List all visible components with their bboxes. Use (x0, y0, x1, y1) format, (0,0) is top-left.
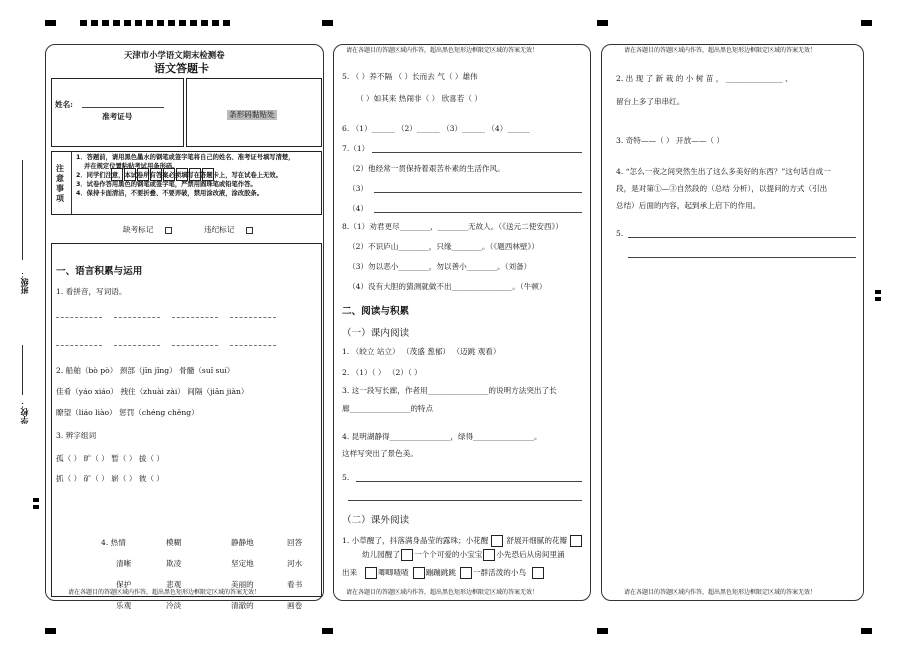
timing-mark (102, 20, 109, 26)
in-class-reading-title: （一）课内阅读 (342, 328, 410, 339)
q8-3[interactable]: （3）勿以恶小________，勿以善小________。（刘备） (348, 262, 532, 271)
q7-3: （3） (348, 184, 369, 193)
timing-mark (190, 20, 197, 26)
timing-mark (179, 20, 186, 26)
registration-mark (322, 20, 333, 26)
q4-word: 保护 (116, 580, 132, 589)
timing-mark (91, 20, 98, 26)
q7-3-answer[interactable] (374, 192, 582, 193)
q7-1-answer[interactable] (372, 152, 582, 153)
notice-3: 3．试卷作答用黑色的钢笔或签字笔，严禁用圆珠笔或铅笔作答。 (76, 181, 257, 188)
registration-mark (597, 628, 608, 634)
timing-mark (146, 20, 153, 26)
timing-mark (201, 20, 208, 26)
notice-2: 2．同学们注意，本试卷所有答案必须填写在答题卡上，写在试卷上无效。 (76, 172, 282, 179)
q2-line3: 瞭望（liáo liào） 惩罚（chéng chěng） (56, 408, 199, 417)
class-label: 班级： (19, 270, 29, 294)
pinyin-answer[interactable] (230, 317, 276, 318)
reading-q5: 5. (342, 473, 350, 482)
extra-q1-line1 (342, 535, 582, 547)
absent-mark (123, 226, 172, 234)
q8-1[interactable]: 8.（1）劝君更尽________，________无故人。（《送元二使安西》） (342, 222, 563, 231)
q4-word: 4. 热情 (101, 538, 126, 547)
q4-word: 模糊 (166, 538, 182, 547)
punct-box[interactable] (365, 567, 377, 579)
registration-mark (45, 20, 56, 26)
class-line (22, 160, 23, 260)
middle-panel (333, 44, 591, 601)
right-q4b[interactable]: 段，是对第①—③自然段的（总结 分析），以提问的方式（引出 (616, 184, 828, 193)
reading-q5-answer[interactable] (356, 481, 582, 482)
right-q4c: 总结）后面的内容，起到承上启下的作用。 (616, 201, 761, 210)
name-label: 姓名: (55, 100, 73, 109)
extra-q1-text-b: 舒展开细腻的花瓣 (506, 536, 568, 545)
notice-bar-bottom-left: 请在各题目的答题区域内作答，超出黑色矩形边框限定区域的答案无效！ (68, 589, 261, 596)
notice-bar-top: 请在各题目的答题区域内作答，超出黑色矩形边框限定区域的答案无效！ (346, 47, 539, 54)
q1-label: 1. 看拼音，写词语。 (56, 287, 127, 296)
section2-title: 二、阅读与积累 (342, 306, 410, 317)
extra-q1-text: 1. 小草醒了，抖落满身晶莹的露珠；小花醒 (342, 536, 489, 545)
right-panel (601, 44, 864, 601)
notice-1b: 并在规定位置粘贴考试用条形码。 (84, 163, 179, 170)
school-line (22, 345, 23, 395)
school-title: 天津市小学语文期末检测卷 (124, 50, 225, 60)
pinyin-answer[interactable] (56, 345, 102, 346)
extra-q1-line3 (342, 567, 544, 579)
side-mark (875, 297, 881, 301)
extra-q1-text-h: 蹦蹦跳跳 (425, 568, 456, 577)
right-q5-answer[interactable] (628, 257, 856, 258)
punct-box[interactable] (532, 567, 544, 579)
q7-4-answer[interactable] (374, 212, 582, 213)
violation-label: 违纪标记 (204, 225, 235, 234)
notice-bar-bottom-right: 请在各题目的答题区域内作答，超出黑色矩形边框限定区域的答案无效！ (624, 589, 817, 596)
q4-word: 乐观 (116, 601, 132, 610)
q3-row1[interactable]: 孤（ ） 旷（ ） 暂（ ） 拔（ ） (56, 454, 165, 463)
q4-word: 清晰 (116, 559, 132, 568)
registration-mark (861, 20, 872, 26)
notice-4: 4．保持卡面清洁，不要折叠、不要弄破，禁用涂改液，涂改胶条。 (76, 190, 263, 197)
right-q5-answer[interactable] (628, 237, 856, 238)
q7-2: （2）他经常一贯保持着艰苦朴素的生活作风。 (348, 164, 505, 173)
registration-mark (322, 628, 333, 634)
extra-q1-text-d: 一个个可爱的小宝宝 (413, 550, 483, 559)
reading-q5-answer[interactable] (348, 500, 582, 501)
right-q4a: 4. “怎么一夜之间突然生出了这么多美好的东西？”这句话自成一 (616, 167, 831, 176)
q4-word: 美丽的 (231, 580, 254, 589)
right-q2b: 留台上多了串串红。 (616, 97, 685, 106)
q4-word: 河水 (287, 559, 303, 568)
timing-mark (113, 20, 120, 26)
q3-label: 3. 辨字组词 (56, 431, 97, 440)
q4-word: 回答 (287, 538, 303, 547)
timing-mark (212, 20, 219, 26)
pinyin-answer[interactable] (56, 317, 102, 318)
q2-line2: 佳肴（yáo xiáo） 拽住（zhuài zài） 间隔（jiān jiàn） (56, 387, 249, 396)
section1-title: 一、语言积累与运用 (56, 266, 143, 277)
timing-mark (223, 20, 230, 26)
barcode-label: 条形码黏贴处 (229, 110, 275, 119)
timing-mark (80, 20, 87, 26)
q7-4: （4） (348, 204, 369, 213)
extracurricular-reading-title: （二）课外阅读 (342, 515, 410, 526)
q2-line1: 2. 船舶（bò pò） 颈部（jīn jǐng） 骨髓（suǐ suí） (56, 366, 235, 375)
q4-word: 清澈的 (231, 601, 254, 610)
q7-1: 7.（1） (342, 144, 370, 153)
registration-mark (597, 20, 608, 26)
timing-mark (135, 20, 142, 26)
timing-mark (168, 20, 175, 26)
extra-q1-text-f: 出来 (342, 568, 358, 577)
notice-bar-bottom: 请在各题目的答题区域内作答，超出黑色矩形边框限定区域的答案无效！ (346, 589, 539, 596)
q4-word: 看书 (287, 580, 303, 589)
q6-line[interactable]: 6. （1）______ （2）______ （3）______ （4）______ (342, 124, 531, 133)
right-q5: 5. (616, 229, 624, 238)
notice-bar-top-right: 请在各题目的答题区域内作答，超出黑色矩形边框限定区域的答案无效！ (624, 47, 817, 54)
card-title: 语文答题卡 (154, 62, 209, 75)
pinyin-answer[interactable] (114, 317, 160, 318)
punct-box[interactable] (413, 567, 425, 579)
timing-mark (124, 20, 131, 26)
reading-q1[interactable]: 1. （皎立 站立） （茂盛 葱郁） （迈跳 观看） (342, 347, 501, 356)
q8-4[interactable]: （4）没有大胆的猜测就做不出________________。（牛顿） (348, 282, 547, 291)
side-mark (33, 505, 39, 509)
punct-box[interactable] (401, 549, 413, 561)
punct-box[interactable] (483, 549, 495, 561)
notice-divider (71, 152, 72, 214)
reading-q4b: 这样写突出了景色美。 (342, 449, 418, 458)
punct-box[interactable] (491, 535, 503, 547)
q5-line1: 5. （ ）养不隔 （ ）长而去 气（ ）雄伟 (342, 72, 478, 81)
reading-q3b[interactable]: 廊________________的特点 (342, 404, 434, 413)
q5-line2: （ ）如其来 热闹非（ ） 欣喜若（ ） (356, 94, 482, 103)
violation-checkbox[interactable] (246, 227, 253, 234)
reading-q3a[interactable]: 3. 这一段写长廊，作者用________________的说明方法突出了长 (342, 386, 557, 395)
reading-q2[interactable]: 2. （1）（ ） （2）（ ） (342, 368, 422, 377)
q4-word: 坚定地 (231, 559, 254, 568)
reading-q4a[interactable]: 4. 昆明湖静得________________，绿得________________。 (342, 432, 542, 441)
notice-label: 注意事项 (56, 163, 64, 203)
name-field[interactable] (82, 107, 164, 108)
q4-word: 静静地 (231, 538, 254, 547)
notice-1: 1．答题前，请用黑色墨水的钢笔或签字笔将自己的姓名、准考证号填写清楚， (76, 154, 295, 161)
q3-row2[interactable]: 抓（ ） 矿（ ） 崭（ ） 彼（ ） (56, 474, 165, 483)
pinyin-answer[interactable] (172, 345, 218, 346)
extra-q1-text-e: 小先恐后从房间里涌 (496, 550, 565, 559)
right-q2a[interactable]: 2. 出 现 了 新 栽 的 小 树 苗 ， _______________ 、 (616, 74, 793, 83)
right-q3[interactable]: 3. 奇特——（ ） 开放——（ ） (616, 136, 725, 145)
q4-word: 冷淡 (166, 601, 182, 610)
q4-word: 画卷 (287, 601, 303, 610)
punct-box[interactable] (460, 567, 472, 579)
q4-word: 悲观 (166, 580, 182, 589)
punct-box[interactable] (570, 535, 582, 547)
absent-label: 缺考标记 (123, 225, 154, 234)
registration-mark (45, 628, 56, 634)
extra-q1-text-c: 幼儿园醒了 (362, 550, 400, 559)
pinyin-answer[interactable] (230, 345, 276, 346)
answer-area (51, 243, 322, 597)
violation-mark (204, 226, 253, 234)
timing-mark (157, 20, 164, 26)
side-mark (875, 290, 881, 294)
extra-q1-line2 (362, 549, 565, 561)
left-panel (45, 44, 324, 610)
extra-q1-text-i: 一群活泼的小鸟 (472, 568, 527, 577)
pinyin-answer[interactable] (172, 317, 218, 318)
extra-q1-text-g: 唧唧喳喳 (378, 568, 409, 577)
exam-number-label: 准考证号 (102, 112, 133, 121)
registration-mark (861, 628, 872, 634)
pinyin-answer[interactable] (114, 345, 160, 346)
school-label: 学校： (19, 400, 29, 424)
q8-2[interactable]: （2）不识庐山________，只缘________。（《题西林壁》） (348, 242, 539, 251)
side-mark (33, 498, 39, 502)
q4-word: 欺凌 (166, 559, 182, 568)
absent-checkbox[interactable] (165, 227, 172, 234)
